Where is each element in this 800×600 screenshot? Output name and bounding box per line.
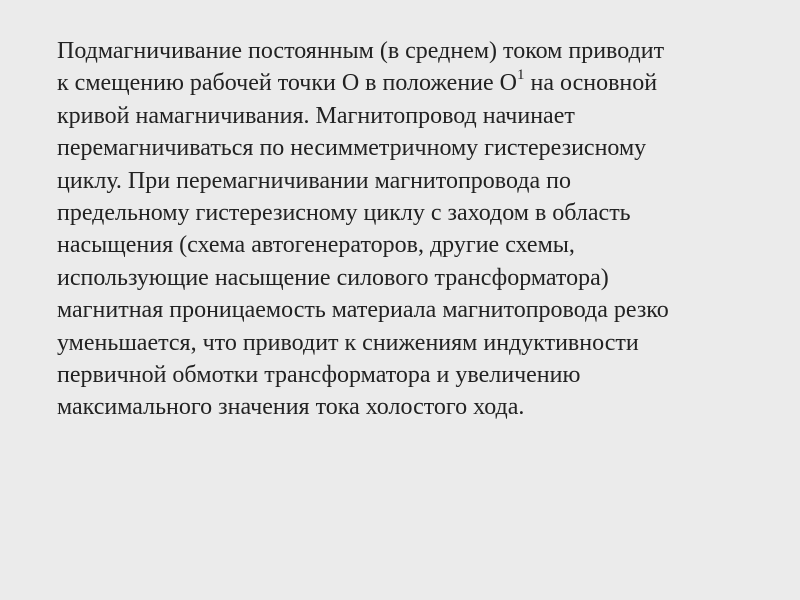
text-line-12: максимального значения тока холостого хода. [57, 394, 525, 421]
text-line-6: предельному гистерезисному циклу с заходом в область [57, 200, 631, 227]
text-line-11: первичной обмотки трансформатора и увеличению [57, 362, 581, 389]
superscript-1: 1 [517, 67, 525, 84]
body-paragraph [57, 35, 757, 424]
text-line-10: уменьшается, что приводит к снижениям индуктивности [57, 329, 639, 356]
text-line-8: использующие насыщение силового трансформатора) [57, 264, 609, 291]
text-line-5: циклу. При перемагничивании магнитопровода по [57, 167, 571, 194]
text-line-1: Подмагничивание постоянным (в среднем) током приводит [57, 38, 665, 64]
text-line-3: кривой намагничивания. Магнитопровод начинает [57, 102, 575, 129]
text-line-9: магнитная проницаемость материала магнитопровода резко [57, 297, 669, 324]
text-line-4: перемагничиваться по несимметричному гистерезисному [57, 135, 647, 162]
text-line-2-end: на основной [524, 70, 658, 97]
text-line-7: насыщения (схема автогенераторов, другие схемы, [57, 232, 575, 259]
text-line-2-start: к смещению рабочей точки О в положение О [57, 70, 517, 97]
text-line-2 [57, 67, 757, 99]
